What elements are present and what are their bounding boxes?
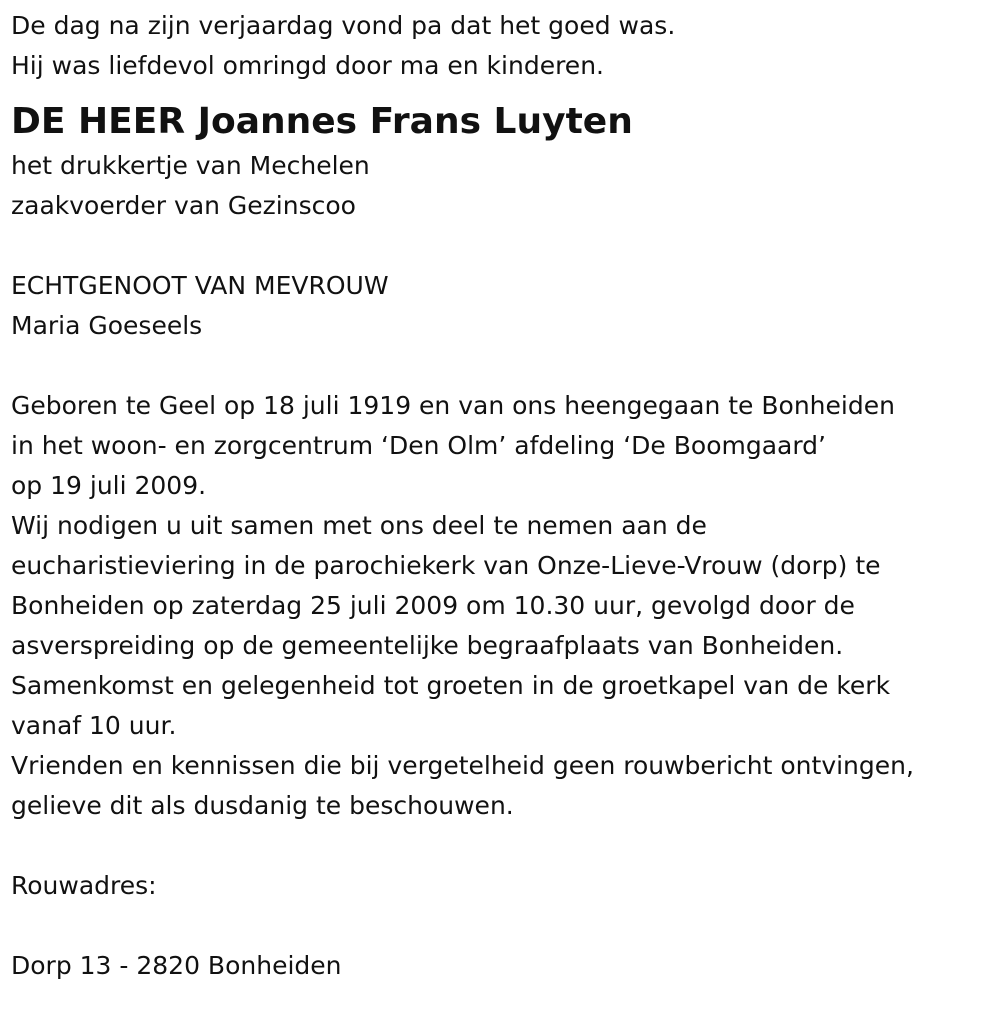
body-line-4: Wij nodigen u uit samen met ons deel te nemen aan de [11, 511, 707, 540]
intro-line-2: Hij was liefdevol omringd door ma en kinderen. [11, 51, 604, 80]
spouse-title: ECHTGENOOT VAN MEVROUW [11, 271, 389, 300]
body-line-8: Samenkomst en gelegenheid tot groeten in de groetkapel van de kerk [11, 671, 891, 700]
role-line-1: het drukkertje van Mechelen [11, 151, 370, 180]
body-line-10: Vrienden en kennissen die bij vergetelheid geen rouwbericht ontvingen, [11, 751, 914, 780]
deceased-name-heading: DE HEER Joannes Frans Luyten [11, 101, 633, 142]
spacer [11, 906, 1000, 946]
body-line-2: in het woon- en zorgcentrum ‘Den Olm’ afdeling ‘De Boomgaard’ [11, 431, 827, 460]
body-line-1: Geboren te Geel op 18 juli 1919 en van ons heengegaan te Bonheiden [11, 391, 895, 420]
body-line-3: op 19 juli 2009. [11, 471, 207, 500]
intro-line-1: De dag na zijn verjaardag vond pa dat het goed was. [11, 11, 676, 40]
spacer [11, 226, 1000, 266]
body-line-5: eucharistieviering in de parochiekerk van Onze-Lieve-Vrouw (dorp) te [11, 551, 881, 580]
address-label: Rouwadres: [11, 871, 157, 900]
body-line-6: Bonheiden op zaterdag 25 juli 2009 om 10.30 uur, gevolgd door de [11, 591, 855, 620]
role-line-2: zaakvoerder van Gezinscoo [11, 191, 356, 220]
address-value: Dorp 13 - 2820 Bonheiden [11, 951, 342, 980]
spacer [11, 346, 1000, 386]
spacer [11, 826, 1000, 866]
body-line-7: asverspreiding op de gemeentelijke begraafplaats van Bonheiden. [11, 631, 844, 660]
body-line-9: vanaf 10 uur. [11, 711, 177, 740]
spouse-name: Maria Goeseels [11, 311, 203, 340]
body-line-11: gelieve dit als dusdanig te beschouwen. [11, 791, 514, 820]
